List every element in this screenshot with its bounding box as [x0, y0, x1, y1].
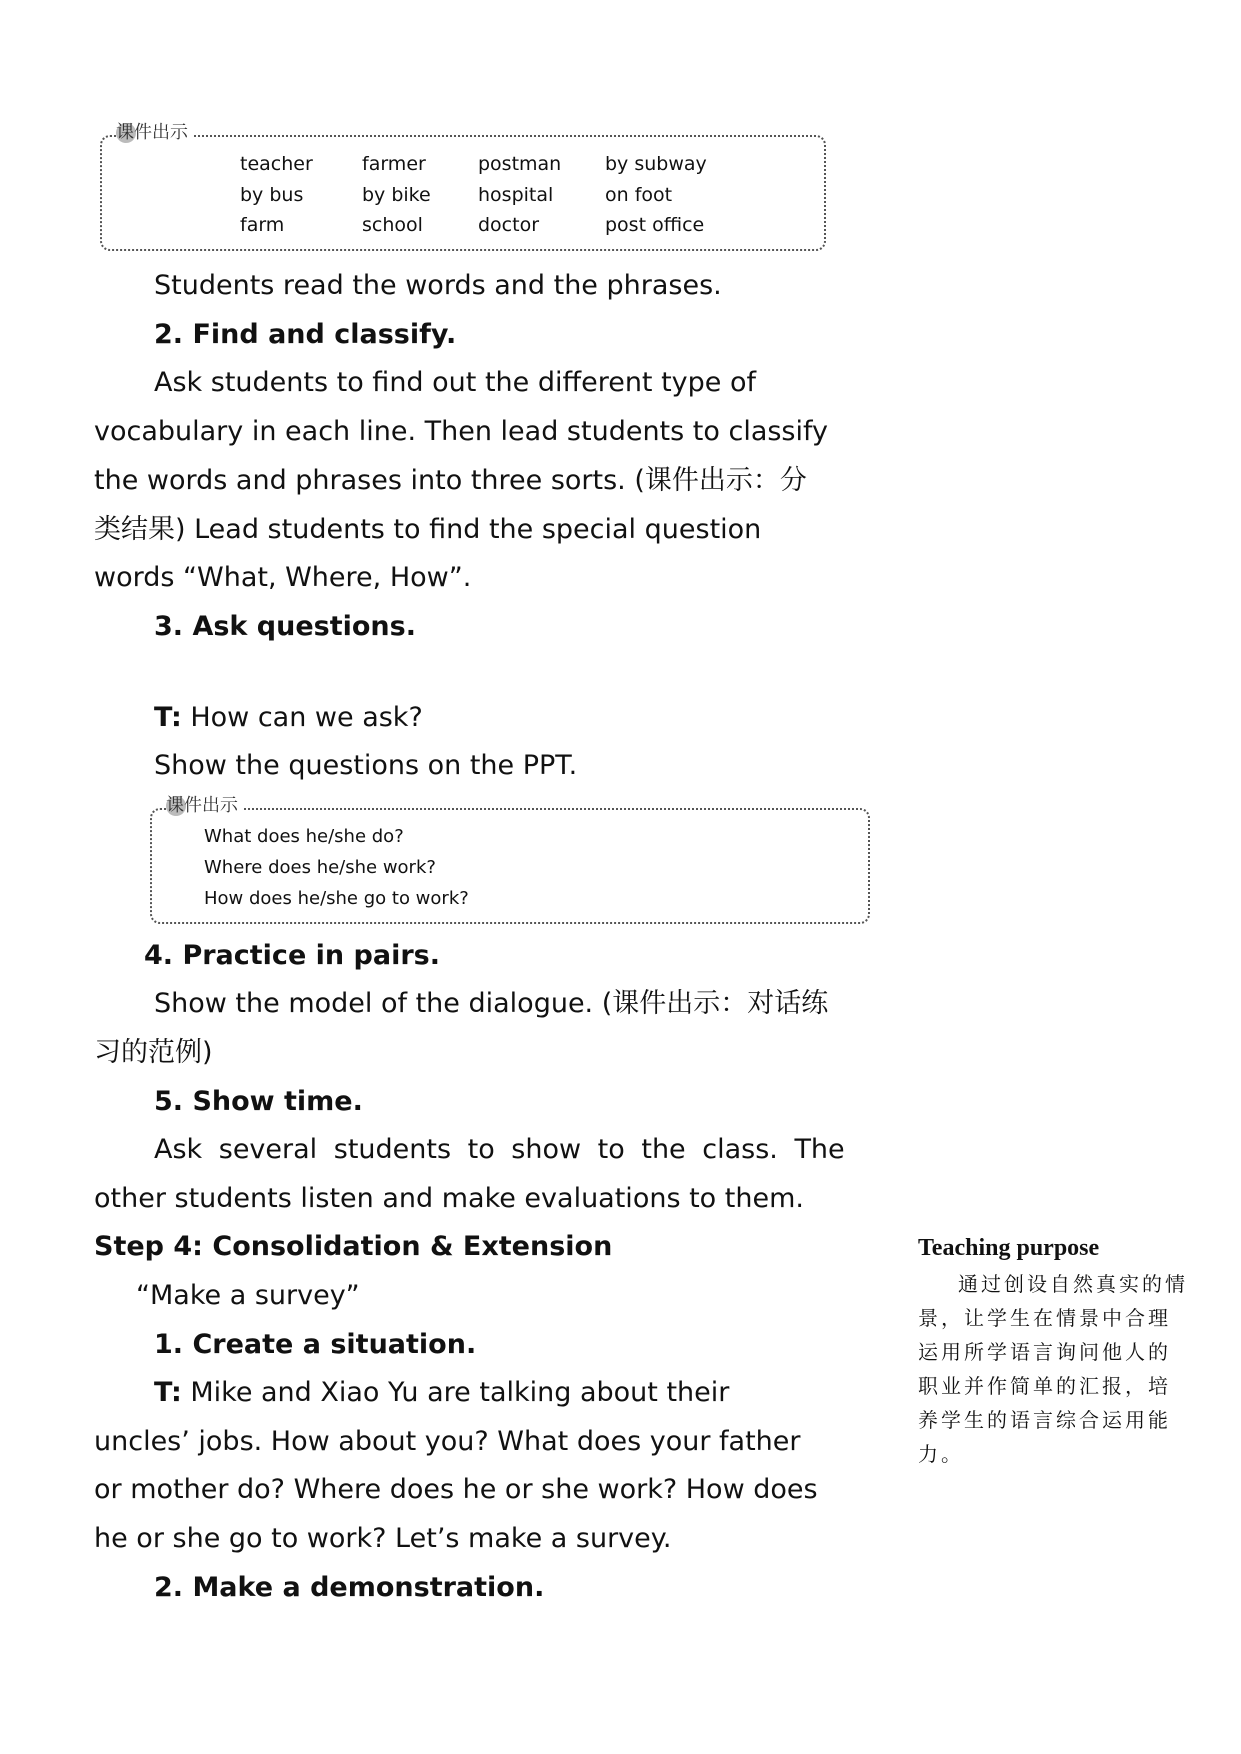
courseware-tag: 课件出示 — [166, 793, 242, 819]
heading-ask-questions: 3. Ask questions. — [154, 611, 416, 642]
word-cell: by subway — [605, 153, 707, 175]
heading-find-classify: 2. Find and classify. — [154, 319, 457, 350]
word-cell: farm — [240, 214, 285, 236]
create-text: Mike and Xiao Yu are talking about their — [190, 1377, 730, 1408]
word-cell: farmer — [362, 153, 426, 175]
ask-show-line: Show the questions on the PPT. — [154, 750, 578, 781]
question-item: What does he/she do? — [204, 826, 404, 847]
practice-line-1: Show the model of the dialogue. (课件出示：对话练 — [154, 988, 829, 1019]
speaker-label: T: — [154, 1377, 182, 1408]
courseware-tag: 课件出示 — [116, 120, 192, 146]
word-cell: by bus — [240, 184, 304, 206]
find-line-2: vocabulary in each line. Then lead students to classify — [94, 416, 829, 447]
word-cell: on foot — [605, 184, 673, 206]
practice-line-2: 习的范例) — [94, 1037, 213, 1068]
word-cell: hospital — [478, 184, 554, 206]
heading-create-situation: 1. Create a situation. — [154, 1329, 477, 1360]
para-read: Students read the words and the phrases. — [154, 270, 722, 301]
find-line-4: 类结果) Lead students to find the special question — [94, 514, 762, 545]
heading-show-time: 5. Show time. — [154, 1086, 363, 1117]
find-line-5: words “What, Where, How”. — [94, 562, 472, 593]
heading-step4: Step 4: Consolidation & Extension — [94, 1231, 613, 1262]
show-line-1: Ask several students to show to the class. The — [154, 1134, 845, 1165]
create-line-1 — [94, 1368, 729, 1417]
find-line-3: the words and phrases into three sorts. (课件出示：分 — [94, 465, 807, 496]
side-note-title: Teaching purpose — [918, 1235, 1100, 1261]
create-line-2: uncles’ jobs. How about you? What does your father — [94, 1426, 801, 1457]
heading-practice-pairs: 4. Practice in pairs. — [144, 940, 440, 971]
create-line-4: he or she go to work? Let’s make a survey. — [94, 1523, 672, 1554]
word-cell: post office — [605, 214, 705, 236]
ask-line — [94, 693, 423, 742]
question-item: How does he/she go to work? — [204, 888, 469, 909]
find-line-1: Ask students to find out the different type of — [154, 367, 757, 398]
word-cell: by bike — [362, 184, 431, 206]
teaching-purpose-note — [918, 1233, 1188, 1471]
question-item: Where does he/she work? — [204, 857, 436, 878]
side-note-body: 通过创设自然真实的情景，让学生在情景中合理运用所学语言询问他人的职业并作简单的汇报，培养学生的语言综合运用能力。 — [918, 1272, 1188, 1466]
show-line-2: other students listen and make evaluations to them. — [94, 1183, 804, 1214]
courseware-box-questions — [150, 795, 870, 924]
survey-title: “Make a survey” — [136, 1280, 360, 1311]
courseware-box-words — [100, 122, 826, 251]
word-cell: school — [362, 214, 423, 236]
speaker-label: T: — [154, 702, 182, 733]
word-cell: postman — [478, 153, 562, 175]
create-line-3: or mother do? Where does he or she work? How does — [94, 1474, 818, 1505]
word-cell: doctor — [478, 214, 540, 236]
word-cell: teacher — [240, 153, 313, 175]
heading-demonstration: 2. Make a demonstration. — [154, 1572, 545, 1603]
ask-text: How can we ask? — [190, 702, 423, 733]
